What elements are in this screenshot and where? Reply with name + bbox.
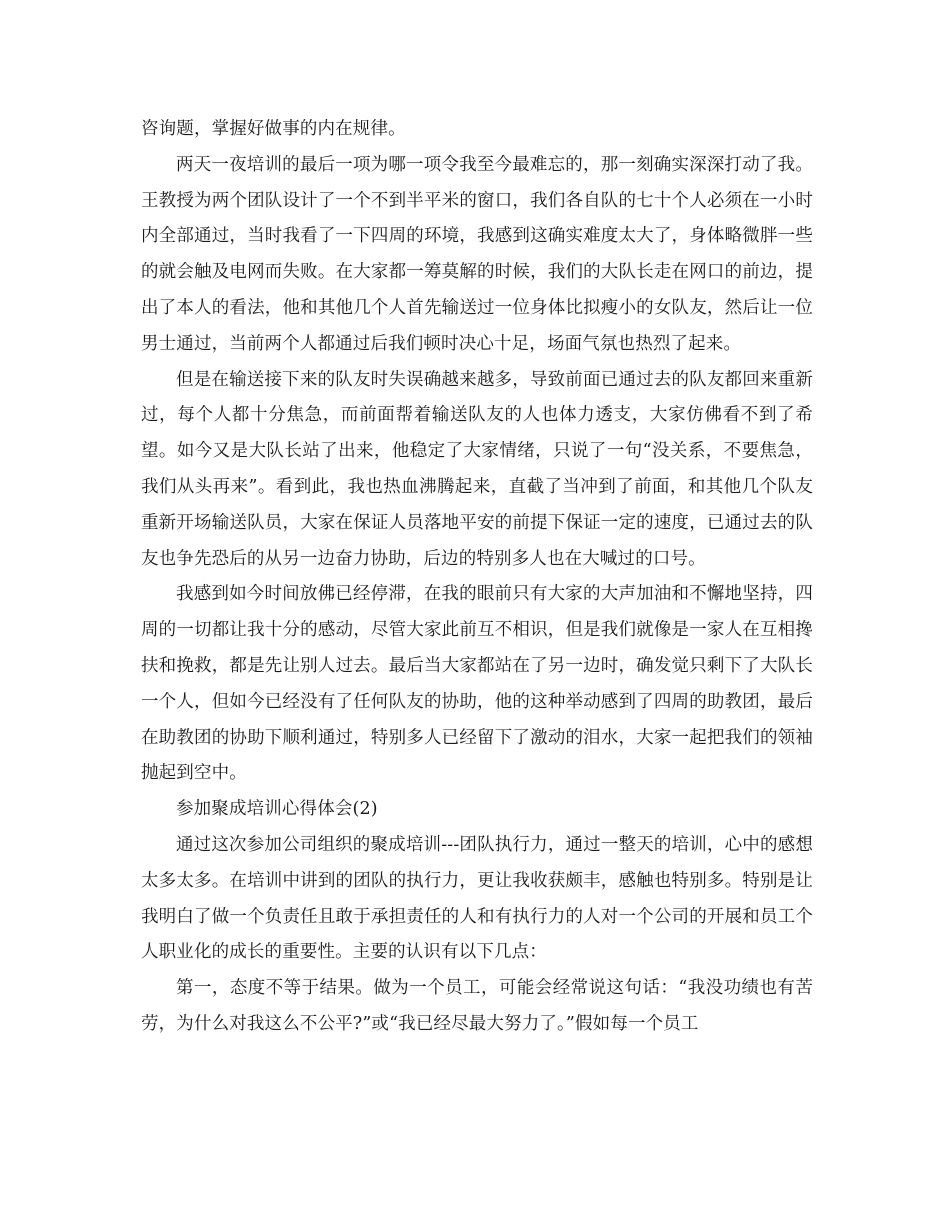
paragraph-attitude-not-result: 第一，态度不等于结果。做为一个员工，可能会经常说这句话：“我没功绩也有苦劳，为什么对我这么不公平?”或“我已经尽最大努力了。”假如每一个员工 [141,978,813,1034]
paragraph-execution-training: 通过这次参加公司组织的聚成培训---团队执行力，通过一整天的培训，心中的感想太多太多。在培训中讲到的团队的执行力，更让我收获颇丰，感触也特别多。特别是让我明白了做一个负责任且敢于承担责任的人和有执行力的人对一个公司的开展和员工个人职业化的成长的重要性。主要的认识有以下几点： [141,834,813,963]
paragraph-continuation: 咨询题，掌握好做事的内在规律。 [141,119,406,139]
document-body [141,112,813,1043]
paragraph-teammates-retry: 但是在输送接下来的队友时失误确越来越多，导致前面已通过去的队友都回来重新过，每个人都十分焦急，而前面帮着输送队友的人也体力透支，大家仿佛看不到了希望。如今又是大队长站了出来，他稳定了大家情绪，只说了一句“没关系，不要焦急，我们从头再来”。看到此，我也热血沸腾起来，直截了当冲到了前面，和其他几个队友重新开场输送队员，大家在保证人员落地平安的前提下保证一定的速度，已通过去的队友也争先恐后的从另一边奋力协助，后边的特别多人也在大喊过的口号。 [141,369,813,569]
paragraph-feelings: 我感到如今时间放佛已经停滞，在我的眼前只有大家的大声加油和不懈地坚持，四周的一切都让我十分的感动，尽管大家此前互不相识，但是我们就像是一家人在互相搀扶和挽救，都是先让别人过去。最后当大家都站在了另一边时，确发觉只剩下了大队长一个人，但如今已经没有了任何队友的协助，他的这种举动感到了四周的助教团，最后在助教团的协助下顺利通过，特别多人已经留下了激动的泪水，大家一起把我们的领袖抛起到空中。 [141,584,813,784]
paragraph-final-training-item: 两天一夜培训的最后一项为哪一项令我至今最难忘的，那一刻确实深深打动了我。王教授为两个团队设计了一个不到半平米的窗口，我们各自队的七十个人必须在一小时内全部通过，当时我看了一下四周的环境，我感到这确实难度太大了，身体略微胖一些的就会触及电网而失败。在大家都一筹莫解的时候，我们的大队长走在网口的前边，提出了本人的看法，他和其他几个人首先输送过一位身体比拟瘦小的女队友，然后让一位男士通过，当前两个人都通过后我们顿时决心十足，场面气氛也热烈了起来。 [141,154,813,354]
section-heading: 参加聚成培训心得体会(2) [176,799,378,820]
